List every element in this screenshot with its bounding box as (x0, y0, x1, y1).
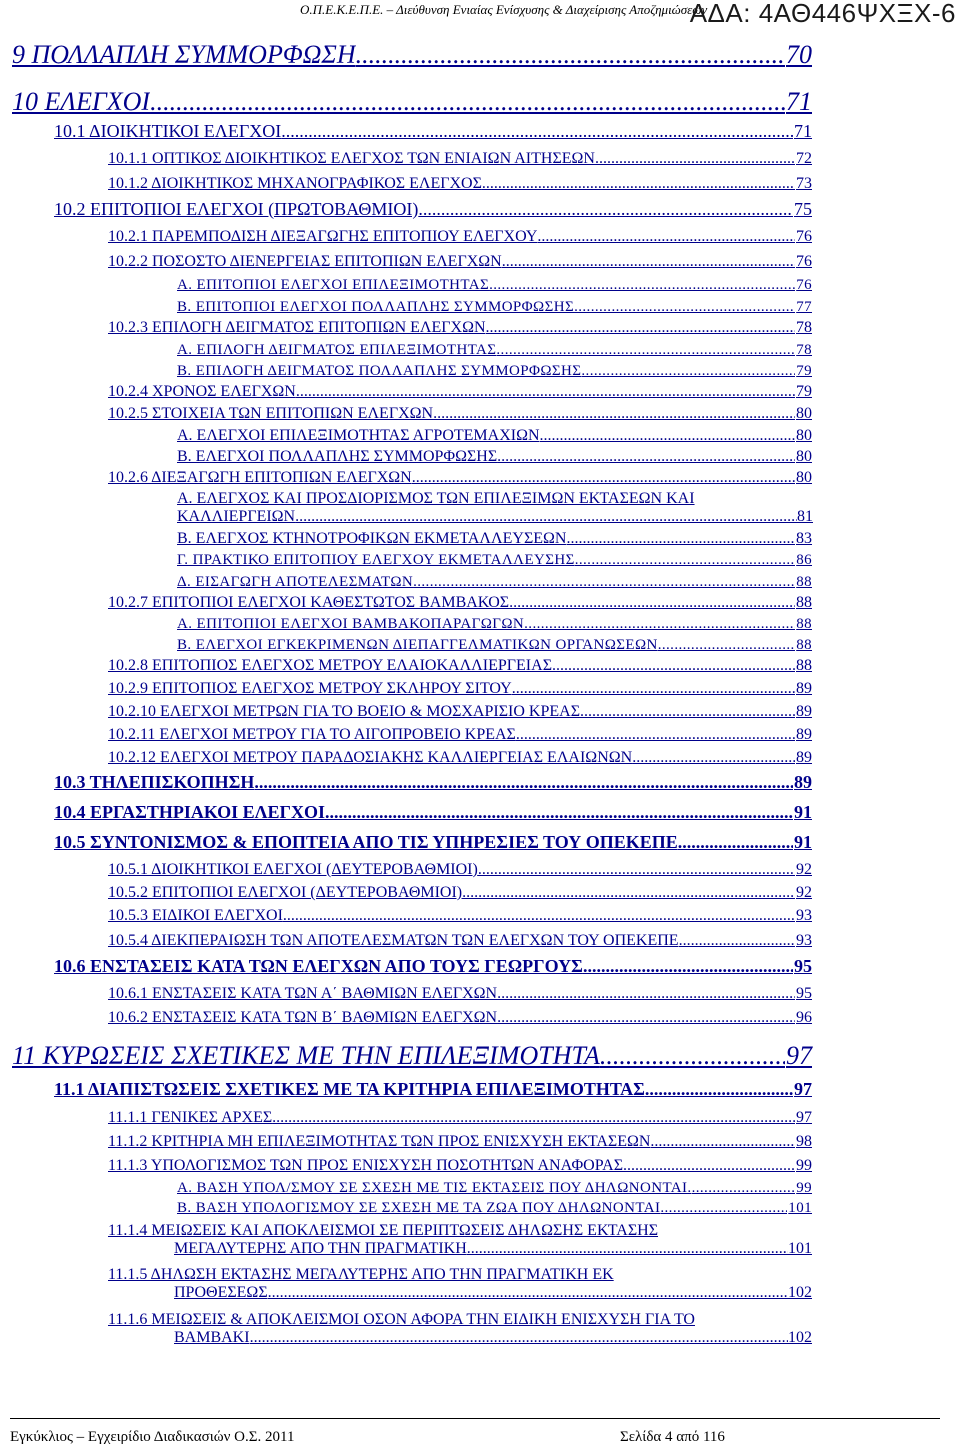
toc-entry-11-1-3-a[interactable]: Α. ΒΑΣΗ ΥΠΟΛ/ΣΜΟΥ ΣΕ ΣΧΕΣΗ ΜΕ ΤΙΣ ΕΚΤΑΣΕΙΣ ΠΟΥ ΔΗΛΩΝΟΝΤΑΙ. ..... 99 (177, 1180, 812, 1197)
toc-entry-page: 81 (797, 508, 813, 525)
toc-entry-10-5[interactable]: 10.5 ΣΥΝΤΟΝΙΣΜΟΣ & ΕΠΟΠΤΕΙΑ ΑΠΟ ΤΙΣ ΥΠΗΡΕΣΙΕΣ ΤΟΥ ΟΠΕΚΕΠΕ ..... 91 (54, 832, 812, 853)
toc-entry-10-2-5[interactable]: 10.2.5 ΣΤΟΙΧΕΙΑ ΤΩΝ ΕΠΙΤΟΠΙΩΝ ΕΛΕΓΧΩΝ ..... 80 (108, 405, 812, 423)
toc-entry-10-2-7[interactable]: 10.2.7 ΕΠΙΤΟΠΙΟΙ ΕΛΕΓΧΟΙ ΚΑΘΕΣΤΩΤΟΣ ΒΑΜΒΑΚΟΣ ..... 88 (108, 594, 812, 612)
footer-document-title: Εγκύκλιος – Εγχειρίδιο Διαδικασιών Ο.Σ. 2011 (10, 1429, 295, 1445)
toc-entry-11-1-6[interactable] (108, 1311, 830, 1347)
toc-entry-10-2-1[interactable]: 10.2.1 ΠΑΡΕΜΠΟΔΙΣΗ ΔΙΕΞΑΓΩΓΗΣ ΕΠΙΤΟΠΙΟΥ ΕΛΕΓΧΟΥ ..... 76 (108, 228, 812, 246)
footer-divider (10, 1418, 940, 1419)
toc-entry-line2: ΜΕΓΑΛΥΤΕΡΗΣ ΑΠΟ ΤΗΝ ΠΡΑΓΜΑΤΙΚΗ (174, 1240, 467, 1257)
toc-entry-10-2-10[interactable]: 10.2.10 ΕΛΕΓΧΟΙ ΜΕΤΡΩΝ ΓΙΑ ΤΟ ΒΟΕΙΟ & ΜΟΣΧΑΡΙΣΙΟ ΚΡΕΑΣ ..... 89 (108, 703, 812, 721)
toc-entry-10-2-6-a[interactable] (177, 490, 837, 526)
toc-entry-11-1-4[interactable] (108, 1222, 838, 1258)
footer-page-number: Σελίδα 4 από 116 (620, 1429, 725, 1445)
toc-entry-10-2-7-a[interactable]: Α. ΕΠΙΤΟΠΙΟΙ ΕΛΕΓΧΟΙ ΒΑΜΒΑΚΟΠΑΡΑΓΩΓΩΝ ..... 88 (177, 616, 812, 633)
toc-entry-10-2-6-d[interactable]: Δ. ΕΙΣΑΓΩΓΗ ΑΠΟΤΕΛΕΣΜΑΤΩΝ ..... 88 (177, 574, 812, 591)
toc-entry-10-6-1[interactable]: 10.6.1 ΕΝΣΤΑΣΕΙΣ ΚΑΤΑ ΤΩΝ Α΄ ΒΑΘΜΙΩΝ ΕΛΕΓΧΩΝ ..... 95 (108, 985, 812, 1003)
toc-entry-10-2-2-b[interactable]: Β. ΕΠΙΤΟΠΙΟΙ ΕΛΕΓΧΟΙ ΠΟΛΛΑΠΛΗΣ ΣΥΜΜΟΡΦΩΣΗΣ ..... 77 (177, 299, 812, 316)
toc-entry-9[interactable]: 9 ΠΟΛΛΑΠΛΗ ΣΥΜΜΟΡΦΩΣΗ ..... 70 (12, 40, 812, 70)
toc-entry-10-4[interactable]: 10.4 ΕΡΓΑΣΤΗΡΙΑΚΟΙ ΕΛΕΓΧΟΙ ..... 91 (54, 802, 812, 823)
toc-entry-10-2-6[interactable]: 10.2.6 ΔΙΕΞΑΓΩΓΗ ΕΠΙΤΟΠΙΩΝ ΕΛΕΓΧΩΝ ..... 80 (108, 469, 812, 487)
toc-entry-11-1-1[interactable]: 11.1.1 ΓΕΝΙΚΕΣ ΑΡΧΕΣ ..... 97 (108, 1109, 812, 1127)
toc-entry-10-1-1[interactable]: 10.1.1 ΟΠΤΙΚΟΣ ΔΙΟΙΚΗΤΙΚΟΣ ΕΛΕΓΧΟΣ ΤΩΝ ΕΝΙΑΙΩΝ ΑΙΤΗΣΕΩΝ ..... 72 (108, 150, 812, 168)
toc-entry-10-5-2[interactable]: 10.5.2 ΕΠΙΤΟΠΙΟΙ ΕΛΕΓΧΟΙ (ΔΕΥΤΕΡΟΒΑΘΜΙΟΙ) ..... 92 (108, 884, 812, 902)
toc-entry-line2: ΚΑΛΛΙΕΡΓΕΙΩΝ (177, 508, 296, 525)
toc-entry-10-2-6-b[interactable]: Β. ΕΛΕΓΧΟΣ ΚΤΗΝΟΤΡΟΦΙΚΩΝ ΕΚΜΕΤΑΛΛΕΥΣΕΩΝ ..... 83 (177, 530, 812, 548)
toc-entry-10-2-6-c[interactable]: Γ. ΠΡΑΚΤΙΚΟ ΕΠΙΤΟΠΙΟΥ ΕΛΕΓΧΟΥ ΕΚΜΕΤΑΛΛΕΥΣΗΣ ..... 86 (177, 552, 812, 569)
ada-stamp: ΑΔΑ: 4ΑΘ446ΨΧΞΧ-6 (689, 0, 956, 28)
toc-entry-line2: ΒΑΜΒΑΚΙ (174, 1329, 250, 1346)
toc-entry-page: 101 (788, 1240, 812, 1257)
toc-entry-10-2-5-b[interactable]: Β. ΕΛΕΓΧΟΙ ΠΟΛΛΑΠΛΗΣ ΣΥΜΜΟΡΦΩΣΗΣ ..... 80 (177, 448, 812, 466)
toc-entry-10-2-5-a[interactable]: Α. ΕΛΕΓΧΟΙ ΕΠΙΛΕΞΙΜΟΤΗΤΑΣ ΑΓΡΟΤΕΜΑΧΙΩΝ ..... 80 (177, 427, 812, 445)
toc-entry-line1: Α. ΕΛΕΓΧΟΣ ΚΑΙ ΠΡΟΣΔΙΟΡΙΣΜΟΣ ΤΩΝ ΕΠΙΛΕΞΙΜΩΝ ΕΚΤΑΣΕΩΝ ΚΑΙ (177, 490, 695, 507)
toc-entry-10-2-3-a[interactable]: Α. ΕΠΙΛΟΓΗ ΔΕΙΓΜΑΤΟΣ ΕΠΙΛΕΞΙΜΟΤΗΤΑΣ ..... 78 (177, 342, 812, 359)
toc-entry-10-2-7-b[interactable]: Β. ΕΛΕΓΧΟΙ ΕΓΚΕΚΡΙΜΕΝΩΝ ΔΙΕΠΑΓΓΕΛΜΑΤΙΚΩΝ ΟΡΓΑΝΩΣΕΩΝ ..... 88 (177, 637, 812, 654)
toc-entry-10-1[interactable]: 10.1 ΔΙΟΙΚΗΤΙΚΟΙ ΕΛΕΓΧΟΙ ..... 71 (54, 121, 812, 142)
toc-entry-10-2-4[interactable]: 10.2.4 ΧΡΟΝΟΣ ΕΛΕΓΧΩΝ ..... 79 (108, 383, 812, 401)
toc-entry-10-2-12[interactable]: 10.2.12 ΕΛΕΓΧΟΙ ΜΕΤΡΟΥ ΠΑΡΑΔΟΣΙΑΚΗΣ ΚΑΛΛΙΕΡΓΕΙΑΣ ΕΛΑΙΩΝΩΝ ..... 89 (108, 749, 812, 767)
toc-entry-10-2-3-b[interactable]: Β. ΕΠΙΛΟΓΗ ΔΕΙΓΜΑΤΟΣ ΠΟΛΛΑΠΛΗΣ ΣΥΜΜΟΡΦΩΣΗΣ ..... 79 (177, 363, 812, 380)
toc-entry-line2: ΠΡΟΘΕΣΕΩΣ (174, 1284, 268, 1301)
toc-entry-page: 102 (788, 1329, 812, 1346)
toc-entry-10-2-11[interactable]: 10.2.11 ΕΛΕΓΧΟΙ ΜΕΤΡΟΥ ΓΙΑ ΤΟ ΑΙΓΟΠΡΟΒΕΙΟ ΚΡΕΑΣ ..... 89 (108, 726, 812, 744)
toc-entry-10-2-2-a[interactable]: Α. ΕΠΙΤΟΠΙΟΙ ΕΛΕΓΧΟΙ ΕΠΙΛΕΞΙΜΟΤΗΤΑΣ ..... 76 (177, 277, 812, 294)
toc-entry-10-2-3[interactable]: 10.2.3 ΕΠΙΛΟΓΗ ΔΕΙΓΜΑΤΟΣ ΕΠΙΤΟΠΙΩΝ ΕΛΕΓΧΩΝ ..... 78 (108, 319, 812, 337)
toc-entry-11-1-3-b[interactable]: Β. ΒΑΣΗ ΥΠΟΛΟΓΙΣΜΟΥ ΣΕ ΣΧΕΣΗ ΜΕ ΤΑ ΖΩΑ ΠΟΥ ΔΗΛΩΝΟΝΤΑΙ ..... 101 (177, 1200, 812, 1217)
toc-entry-10-3[interactable]: 10.3 ΤΗΛΕΠΙΣΚΟΠΗΣΗ ..... 89 (54, 772, 812, 793)
toc-entry-10-5-4[interactable]: 10.5.4 ΔΙΕΚΠΕΡΑΙΩΣΗ ΤΩΝ ΑΠΟΤΕΛΕΣΜΑΤΩΝ ΤΩΝ ΕΛΕΓΧΩΝ ΤΟΥ ΟΠΕΚΕΠΕ ..... 93 (108, 932, 812, 950)
toc-entry-10-6-2[interactable]: 10.6.2 ΕΝΣΤΑΣΕΙΣ ΚΑΤΑ ΤΩΝ Β΄ ΒΑΘΜΙΩΝ ΕΛΕΓΧΩΝ ..... 96 (108, 1009, 812, 1027)
toc-entry-11-1-2[interactable]: 11.1.2 ΚΡΙΤΗΡΙΑ ΜΗ ΕΠΙΛΕΞΙΜΟΤΗΤΑΣ ΤΩΝ ΠΡΟΣ ΕΝΙΣΧΥΣΗ ΕΚΤΑΣΕΩΝ ..... 98 (108, 1133, 812, 1151)
toc-entry-line1: 11.1.5 ΔΗΛΩΣΗ ΕΚΤΑΣΗΣ ΜΕΓΑΛΥΤΕΡΗΣ ΑΠΟ ΤΗΝ ΠΡΑΓΜΑΤΙΚΗ ΕΚ (108, 1266, 614, 1283)
toc-entry-10-2[interactable]: 10.2 ΕΠΙΤΟΠΙΟΙ ΕΛΕΓΧΟΙ (ΠΡΩΤΟΒΑΘΜΙΟΙ) ..... 75 (54, 199, 812, 220)
header-organization: Ο.Π.Ε.Κ.Ε.Π.Ε. – Διεύθυνση Ενιαίας Ενίσχυσης & Διαχείρισης Αποζημιώσεων (300, 2, 708, 17)
toc-entry-page: 102 (788, 1284, 812, 1301)
toc-entry-10-2-8[interactable]: 10.2.8 ΕΠΙΤΟΠΙΟΣ ΕΛΕΓΧΟΣ ΜΕΤΡΟΥ ΕΛΑΙΟΚΑΛΛΙΕΡΓΕΙΑΣ ..... 88 (108, 657, 812, 675)
toc-entry-10-5-1[interactable]: 10.5.1 ΔΙΟΙΚΗΤΙΚΟΙ ΕΛΕΓΧΟΙ (ΔΕΥΤΕΡΟΒΑΘΜΙΟΙ) ..... 92 (108, 861, 812, 879)
toc-entry-10-2-9[interactable]: 10.2.9 ΕΠΙΤΟΠΙΟΣ ΕΛΕΓΧΟΣ ΜΕΤΡΟΥ ΣΚΛΗΡΟΥ ΣΙΤΟΥ ..... 89 (108, 680, 812, 698)
toc-entry-line1: 11.1.4 ΜΕΙΩΣΕΙΣ ΚΑΙ ΑΠΟΚΛΕΙΣΜΟΙ ΣΕ ΠΕΡΙΠΤΩΣΕΙΣ ΔΗΛΩΣΗΣ ΕΚΤΑΣΗΣ (108, 1222, 659, 1239)
toc-entry-11-1[interactable]: 11.1 ΔΙΑΠΙΣΤΩΣΕΙΣ ΣΧΕΤΙΚΕΣ ΜΕ ΤΑ ΚΡΙΤΗΡΙΑ ΕΠΙΛΕΞΙΜΟΤΗΤΑΣ ..... 97 (54, 1079, 812, 1100)
toc-entry-10-1-2[interactable]: 10.1.2 ΔΙΟΙΚΗΤΙΚΟΣ ΜΗΧΑΝΟΓΡΑΦΙΚΟΣ ΕΛΕΓΧΟΣ ..... 73 (108, 175, 812, 193)
toc-entry-10[interactable]: 10 ΕΛΕΓΧΟΙ ..... 71 (12, 87, 812, 117)
toc-entry-10-5-3[interactable]: 10.5.3 ΕΙΔΙΚΟΙ ΕΛΕΓΧΟΙ ..... 93 (108, 907, 812, 925)
toc-entry-11[interactable]: 11 ΚΥΡΩΣΕΙΣ ΣΧΕΤΙΚΕΣ ΜΕ ΤΗΝ ΕΠΙΛΕΞΙΜΟΤΗΤΑ ..... 97 (12, 1041, 812, 1071)
toc-entry-10-6[interactable]: 10.6 ΕΝΣΤΑΣΕΙΣ ΚΑΤΑ ΤΩΝ ΕΛΕΓΧΩΝ ΑΠΟ ΤΟΥΣ ΓΕΩΡΓΟΥΣ ..... 95 (54, 956, 812, 977)
toc-entry-11-1-3[interactable]: 11.1.3 ΥΠΟΛΟΓΙΣΜΟΣ ΤΩΝ ΠΡΟΣ ΕΝΙΣΧΥΣΗ ΠΟΣΟΤΗΤΩΝ ΑΝΑΦΟΡΑΣ ..... 99 (108, 1157, 812, 1175)
toc-entry-line1: 11.1.6 ΜΕΙΩΣΕΙΣ & ΑΠΟΚΛΕΙΣΜΟΙ ΟΣΟΝ ΑΦΟΡΑ ΤΗΝ ΕΙΔΙΚΗ ΕΝΙΣΧΥΣΗ ΓΙΑ ΤΟ (108, 1311, 695, 1328)
toc-entry-11-1-5[interactable] (108, 1266, 846, 1302)
toc-entry-10-2-2[interactable]: 10.2.2 ΠΟΣΟΣΤΟ ΔΙΕΝΕΡΓΕΙΑΣ ΕΠΙΤΟΠΙΩΝ ΕΛΕΓΧΩΝ ..... 76 (108, 253, 812, 271)
